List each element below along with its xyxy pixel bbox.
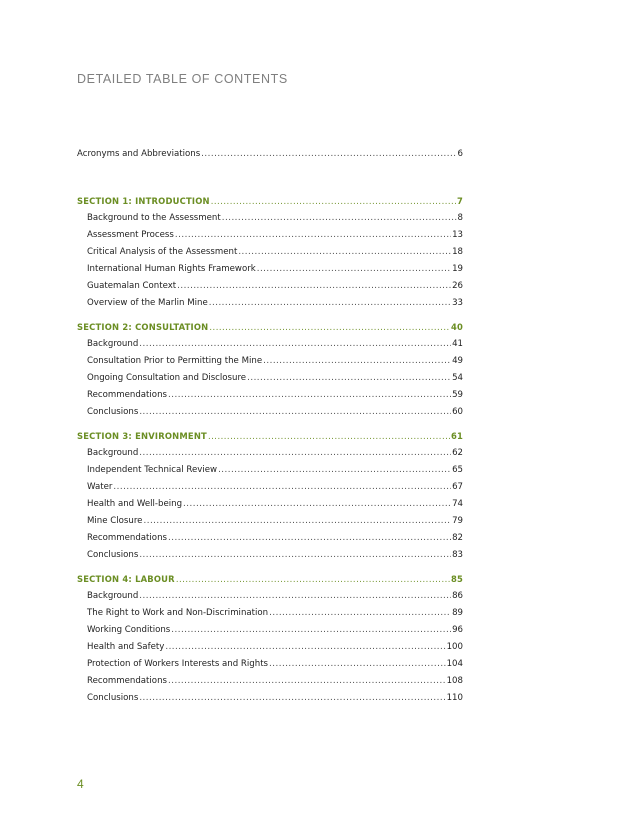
toc-section-3[interactable] — [77, 428, 463, 445]
leader-dots — [263, 353, 451, 370]
toc-entry[interactable] — [77, 261, 463, 278]
toc-section-label: SECTION 4: LABOUR — [77, 574, 175, 584]
toc-entry[interactable] — [77, 295, 463, 312]
toc-entry[interactable] — [77, 530, 463, 547]
toc-entry-label: International Human Rights Framework — [87, 264, 256, 274]
leader-dots — [208, 428, 450, 445]
toc-entry-acronyms[interactable] — [77, 146, 463, 163]
toc-entry-page: 108 — [446, 676, 463, 686]
leader-dots — [183, 496, 451, 513]
toc-section-2[interactable] — [77, 319, 463, 336]
leader-dots — [168, 673, 446, 690]
leader-dots — [139, 588, 451, 605]
toc-entry-page: 65 — [452, 465, 463, 475]
toc-entry-page: 49 — [452, 356, 463, 366]
toc-entry[interactable] — [77, 639, 463, 656]
leader-dots — [269, 656, 446, 673]
toc-entry[interactable] — [77, 656, 463, 673]
toc-entry-page: 86 — [452, 591, 463, 601]
leader-dots — [257, 261, 451, 278]
toc-entry[interactable] — [77, 244, 463, 261]
leader-dots — [143, 513, 451, 530]
toc-entry-label: Health and Safety — [87, 642, 165, 652]
toc-entry-label: Working Conditions — [87, 625, 171, 635]
toc-entry[interactable] — [77, 690, 463, 707]
toc-entry-label: Background — [87, 591, 139, 601]
toc-entry-page: 62 — [452, 448, 463, 458]
toc-entry[interactable] — [77, 547, 463, 564]
toc-entry[interactable] — [77, 496, 463, 513]
toc-entry-label: Health and Well-being — [87, 499, 183, 509]
leader-dots — [238, 244, 451, 261]
toc-section-label: SECTION 2: CONSULTATION — [77, 322, 209, 332]
toc-entry[interactable] — [77, 404, 463, 421]
toc-entry-page: 83 — [452, 550, 463, 560]
toc-section-1[interactable] — [77, 193, 463, 210]
toc-entry-label: Water — [87, 482, 113, 492]
toc-entry-label: Background to the Assessment — [87, 213, 221, 223]
toc-entry-page: 19 — [452, 264, 463, 274]
toc-entry-label: Consultation Prior to Permitting the Mine — [87, 356, 263, 366]
leader-dots — [247, 370, 451, 387]
toc-entry-label: Assessment Process — [87, 230, 174, 240]
leader-dots — [113, 479, 451, 496]
leader-dots — [139, 690, 445, 707]
toc-entry[interactable] — [77, 513, 463, 530]
toc-entry[interactable] — [77, 227, 463, 244]
leader-dots — [175, 227, 451, 244]
leader-dots — [222, 210, 457, 227]
toc-section-page: 7 — [456, 196, 463, 206]
toc-entry-page: 110 — [446, 693, 463, 703]
toc-entry-page: 74 — [452, 499, 463, 509]
toc-section-label: SECTION 1: INTRODUCTION — [77, 196, 210, 206]
toc-entry-page: 67 — [452, 482, 463, 492]
toc-entry-label: Conclusions — [87, 407, 139, 417]
leader-dots — [211, 193, 456, 210]
toc-entry-label: Recommendations — [87, 676, 167, 686]
toc-entry[interactable] — [77, 445, 463, 462]
toc-entry[interactable] — [77, 370, 463, 387]
leader-dots — [218, 462, 451, 479]
toc-entry-label: The Right to Work and Non-Discrimination — [87, 608, 269, 618]
leader-dots — [201, 146, 456, 163]
leader-dots — [171, 622, 451, 639]
toc-entry-page: 6 — [457, 149, 463, 159]
toc-entry-label: Mine Closure — [87, 516, 143, 526]
leader-dots — [139, 336, 451, 353]
toc-entry[interactable] — [77, 387, 463, 404]
toc-entry-label: Background — [87, 448, 139, 458]
toc-entry-label: Recommendations — [87, 390, 167, 400]
toc-entry-page: 13 — [452, 230, 463, 240]
toc-entry[interactable] — [77, 622, 463, 639]
toc-section-4[interactable] — [77, 571, 463, 588]
toc-entry-page: 60 — [452, 407, 463, 417]
toc-entry-label: Conclusions — [87, 550, 139, 560]
toc-section-page: 40 — [450, 322, 463, 332]
toc-sections — [77, 193, 463, 707]
leader-dots — [269, 605, 451, 622]
toc-entry[interactable] — [77, 462, 463, 479]
toc-entry[interactable] — [77, 210, 463, 227]
leader-dots — [176, 571, 450, 588]
toc-entry-page: 54 — [452, 373, 463, 383]
leader-dots — [209, 319, 450, 336]
toc-entry-page: 104 — [446, 659, 463, 669]
toc-entry-page: 33 — [452, 298, 463, 308]
leader-dots — [165, 639, 445, 656]
toc-entry-page: 100 — [446, 642, 463, 652]
leader-dots — [139, 445, 451, 462]
toc-entry-page: 96 — [452, 625, 463, 635]
toc-entry-page: 26 — [452, 281, 463, 291]
leader-dots — [177, 278, 451, 295]
toc-entry-label: Protection of Workers Interests and Rights — [87, 659, 269, 669]
toc-entry[interactable] — [77, 479, 463, 496]
toc-entry-page: 8 — [457, 213, 463, 223]
toc-entry-label: Overview of the Marlin Mine — [87, 298, 208, 308]
toc-entry[interactable] — [77, 278, 463, 295]
toc-entry-page: 18 — [452, 247, 463, 257]
toc-entry-page: 59 — [452, 390, 463, 400]
toc-entry-label: Ongoing Consultation and Disclosure — [87, 373, 247, 383]
toc-entry-label: Acronyms and Abbreviations — [77, 149, 201, 159]
toc-entry-page: 82 — [452, 533, 463, 543]
toc-entry-page: 41 — [452, 339, 463, 349]
leader-dots — [209, 295, 451, 312]
toc-entry[interactable] — [77, 605, 463, 622]
toc-entry[interactable] — [77, 673, 463, 690]
toc-entry-page: 79 — [452, 516, 463, 526]
table-of-contents — [77, 146, 463, 707]
leader-dots — [139, 547, 451, 564]
toc-entry[interactable] — [77, 588, 463, 605]
toc-entry-label: Guatemalan Context — [87, 281, 177, 291]
toc-entry-label: Background — [87, 339, 139, 349]
toc-entry[interactable] — [77, 353, 463, 370]
toc-entry-label: Recommendations — [87, 533, 167, 543]
toc-section-page: 61 — [450, 431, 463, 441]
toc-entry-label: Critical Analysis of the Assessment — [87, 247, 238, 257]
toc-entry[interactable] — [77, 336, 463, 353]
toc-section-label: SECTION 3: ENVIRONMENT — [77, 431, 207, 441]
page-number: 4 — [77, 777, 84, 791]
leader-dots — [168, 387, 451, 404]
toc-entry-label: Independent Technical Review — [87, 465, 218, 475]
page-title: DETAILED TABLE OF CONTENTS — [77, 72, 288, 86]
leader-dots — [168, 530, 451, 547]
toc-entry-page: 89 — [452, 608, 463, 618]
toc-entry-label: Conclusions — [87, 693, 139, 703]
leader-dots — [139, 404, 451, 421]
toc-section-page: 85 — [450, 574, 463, 584]
